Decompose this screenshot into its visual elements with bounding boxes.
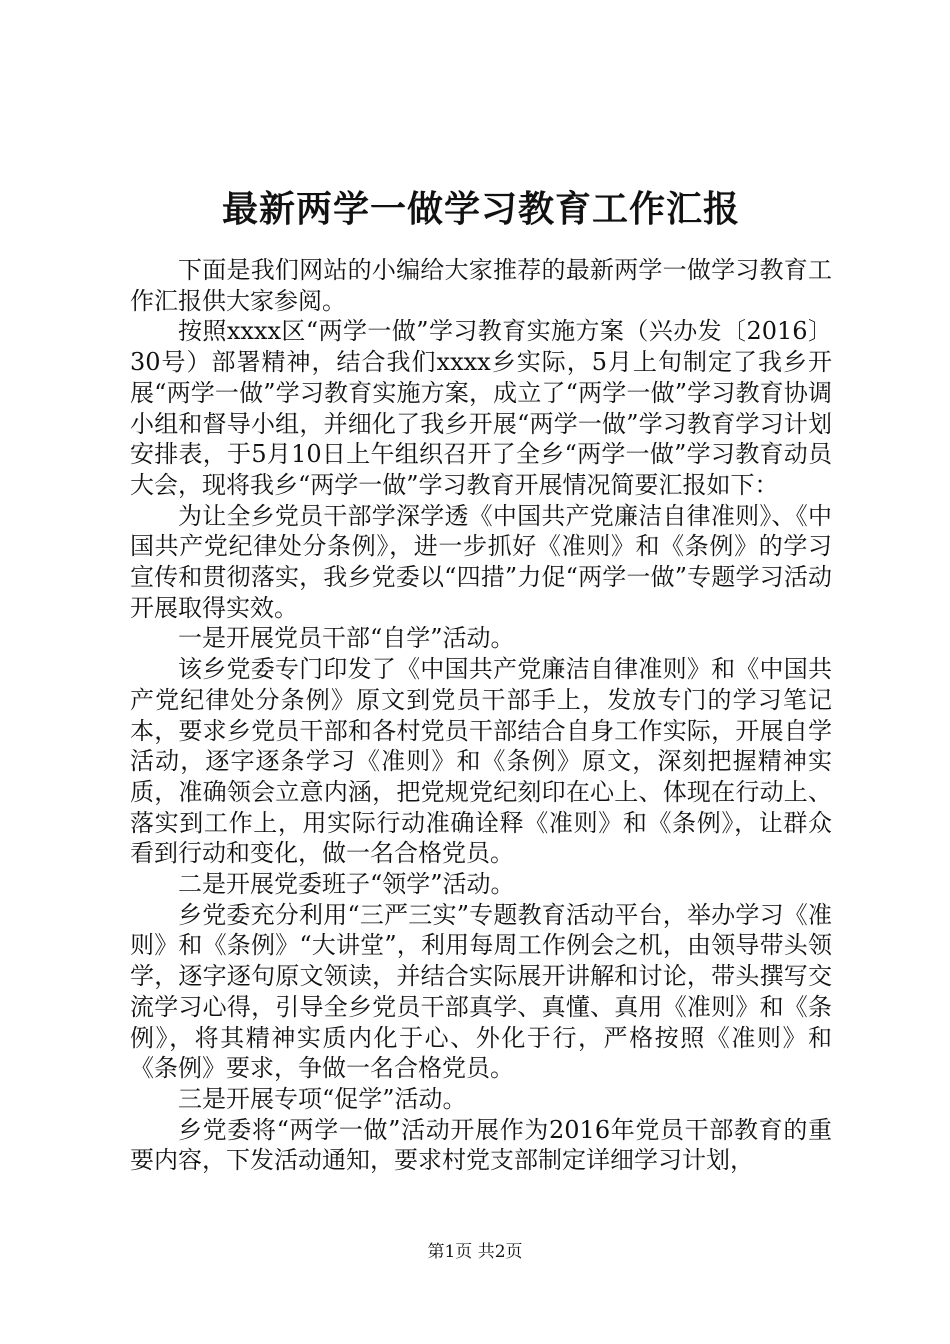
section-heading-2: 二是开展党委班子“领学”活动。 [178,870,515,899]
paragraph-section-3: 乡党委将“两学一做”活动开展作为2016年党员干部教育的重要内容，下发活动通知，要求村党支部制定详细学习计划， [130,1115,832,1175]
page-footer: 第1页 共2页 [427,1242,523,1262]
paragraph-section-2: 乡党委充分利用“三严三实”专题教育活动平台，举办学习《准则》和《条例》“大讲堂”，利用每周工作例会之机，由领导带头领学，逐字逐句原文领读，并结合实际展开讲解和讨论，带头撰写交流学习心得，引导全乡党员干部真学、真懂、真用《准则》和《条例》，将其精神实质内化于心、外化于行，严格按照《准则》和《条例》要求，争做一名合格党员。 [130,900,832,1083]
section-heading-3: 三是开展专项“促学”活动。 [178,1084,467,1113]
document-title: 最新两学一做学习教育工作汇报 [221,188,740,230]
section-heading-1: 一是开展党员干部“自学”活动。 [178,624,515,653]
paragraph-section-1: 该乡党委专门印发了《中国共产党廉洁自律准则》和《中国共产党纪律处分条例》原文到党员干部手上，发放专门的学习笔记本，要求乡党员干部和各村党员干部结合自身工作实际，开展自学活动，逐字逐条学习《准则》和《条例》原文，深刻把握精神实质，准确领会立意内涵，把党规党纪刻印在心上、体现在行动上、落实到工作上，用实际行动准确诠释《准则》和《条例》，让群众看到行动和变化，做一名合格党员。 [130,655,832,868]
paragraph-background: 按照xxxx区“两学一做”学习教育实施方案（兴办发〔2016〕30号）部署精神，结合我们xxxx乡实际，5月上旬制定了我乡开展“两学一做”学习教育实施方案，成立了“两学一做”学习教育协调小组和督导小组，并细化了我乡开展“两学一做”学习教育学习计划安排表，于5月10日上午组织召开了全乡“两学一做”学习教育动员大会，现将我乡“两学一做”学习教育开展情况简要汇报如下： [130,317,832,499]
paragraph-overview: 为让全乡党员干部学深学透《中国共产党廉洁自律准则》、《中国共产党纪律处分条例》，进一步抓好《准则》和《条例》的学习宣传和贯彻落实，我乡党委以“四措”力促“两学一做”专题学习活动开展取得实效。 [130,501,832,622]
document-page [130,185,832,1176]
paragraph-intro: 下面是我们网站的小编给大家推荐的最新两学一做学习教育工作汇报供大家参阅。 [130,256,832,315]
